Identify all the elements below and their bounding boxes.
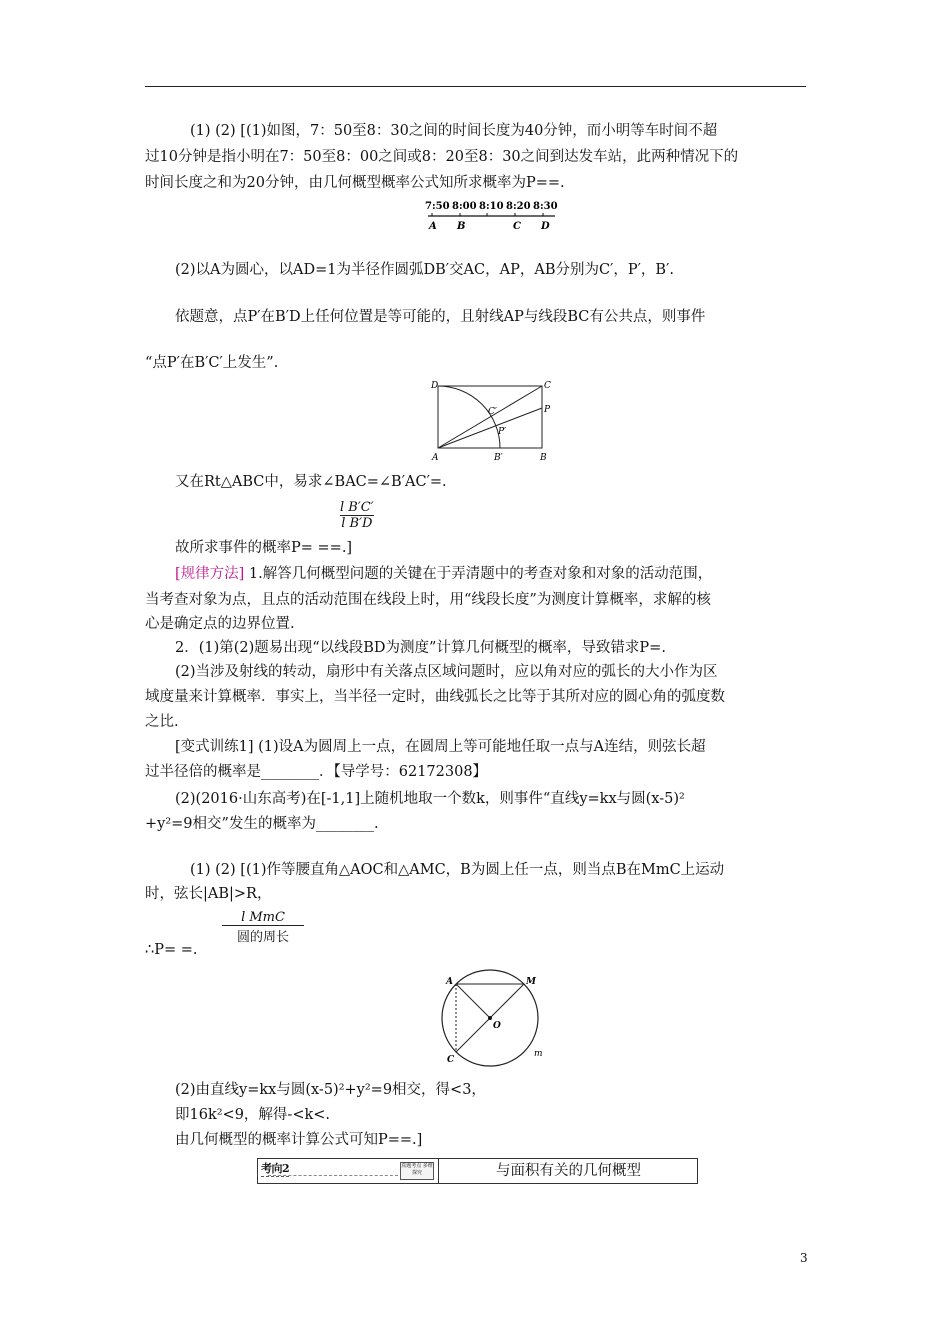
vertex-label: A [432,453,439,463]
fraction-2 [222,910,304,945]
text-line: 过半径倍的概率是________．【导学号：62172308】 [145,764,488,780]
text-line: +y²=9相交”发生的概率为________. [145,816,379,832]
vertex-label: D [431,381,439,391]
text-line: 过10分钟是指小明在7：50至8：00之间或8：20至8：30之间到达发车站，此两种情况下的 [145,149,739,165]
section-label: 考向2 [261,1162,290,1175]
vertex-label: C′ [488,407,497,417]
divider [438,1159,439,1183]
text-line: (1) (2) [(1)作等腰直角△AOC和△AMC，B为圆上任一点，则当点B在MmC上运动 [190,862,725,878]
text-line: (2)(2016·山东高考)在[-1,1]上随机地取一个数k，则事件“直线y=kx与圆(x-5)² [175,791,685,807]
timeline-figure [420,196,570,236]
text-line [175,562,712,586]
rectangle-figure [428,378,558,468]
fraction-numerator: l MmC [241,910,285,925]
tick-label: 8:10 [479,201,504,212]
tick-label: 8:30 [533,201,558,212]
fraction-1 [340,500,374,531]
point-label: B [457,221,466,232]
fraction-denominator: l B′D [341,516,373,531]
page-number: 3 [800,1251,808,1265]
text-line: 又在Rt△ABC中，易求∠BAC=∠B′AC′=. [175,474,447,490]
point-label: m [534,1049,543,1059]
point-label: D [541,221,550,232]
tick-label: 7:50 [425,201,450,212]
point-label: C [513,221,521,232]
section-header-left [258,1159,438,1183]
dashed-divider [268,1175,398,1176]
point-label: A [429,221,437,232]
fraction-numerator: l B′C′ [340,500,374,515]
circle-figure [430,968,550,1068]
text-line: 之比. [145,714,179,730]
vertex-label: B [540,453,547,463]
text-span: 1.解答几何概型问题的关键在于弄清题中的考查对象和对象的活动范围， [244,566,713,582]
text-line: 时间长度之和为20分钟，由几何概型概率公式知所求概率为P==. [145,175,565,191]
text-line: 即16k²<9，解得-<k<. [175,1107,331,1123]
vertex-label: P [544,405,551,415]
tick-label: 8:00 [452,201,477,212]
point-label: A [446,977,453,987]
section-title: 与面积有关的几何概型 [496,1163,641,1179]
section-header-box [257,1158,698,1184]
vertex-label: C [544,381,551,391]
text-line: 心是确定点的边界位置. [145,616,295,632]
point-label: C [447,1055,455,1065]
text-line: [变式训练1] (1)设A为圆周上一点，在圆周上等可能地任取一点与A连结，则弦长超 [175,739,706,755]
text-line: (1) (2) [(1)如图，7：50至8：30之间的时间长度为40分钟，而小明等车时间不超 [190,123,718,139]
text-line: (2)以A为圆心，以AD=1为半径作圆弧DB′交AC，AP，AB分别为C′，P′，B′. [175,262,674,278]
point-label: M [526,977,536,987]
text-line: (2)当涉及射线的转动，扇形中有关落点区域问题时，应以角对应的弧长的大小作为区 [175,664,718,680]
vertex-label: P′ [498,427,507,437]
tick-label: 8:20 [506,201,531,212]
fraction-denominator: 圆的周长 [222,925,304,945]
text-line: 域度量来计算概率．事实上，当半径一定时，曲线弧长之比等于其所对应的圆心角的弧度数 [145,689,725,705]
text-line: 故所求事件的概率P= ==.] [175,540,353,556]
text-line: 依题意，点P′在B′D上任何位置是等可能的，且射线AP与线段BC有公共点，则事件 [175,309,706,325]
text-line: “点P′在B′C′上发生”. [145,355,279,371]
text-line: ∴P= =. [145,942,198,958]
text-line: 时，弦长|AB|>R， [145,886,272,902]
header-rule [145,86,806,87]
point-label: O [493,1021,501,1031]
text-line: (2)由直线y=kx与圆(x-5)²+y²=9相交，得<3， [175,1082,486,1098]
text-line: 由几何概型的概率计算公式可知P==.] [175,1132,423,1148]
text-line: 2．(1)第(2)题易出现“以线段BD为测度”计算几何概型的概率，导致错求P=. [175,640,666,656]
section-tag: 真题考点 多维探究 [400,1162,434,1180]
method-tag: [规律方法] [175,566,245,582]
text-line: 当考查对象为点，且点的活动范围在线段上时，用“线段长度”为测度计算概率，求解的核 [145,592,711,608]
vertex-label: B′ [494,453,503,463]
